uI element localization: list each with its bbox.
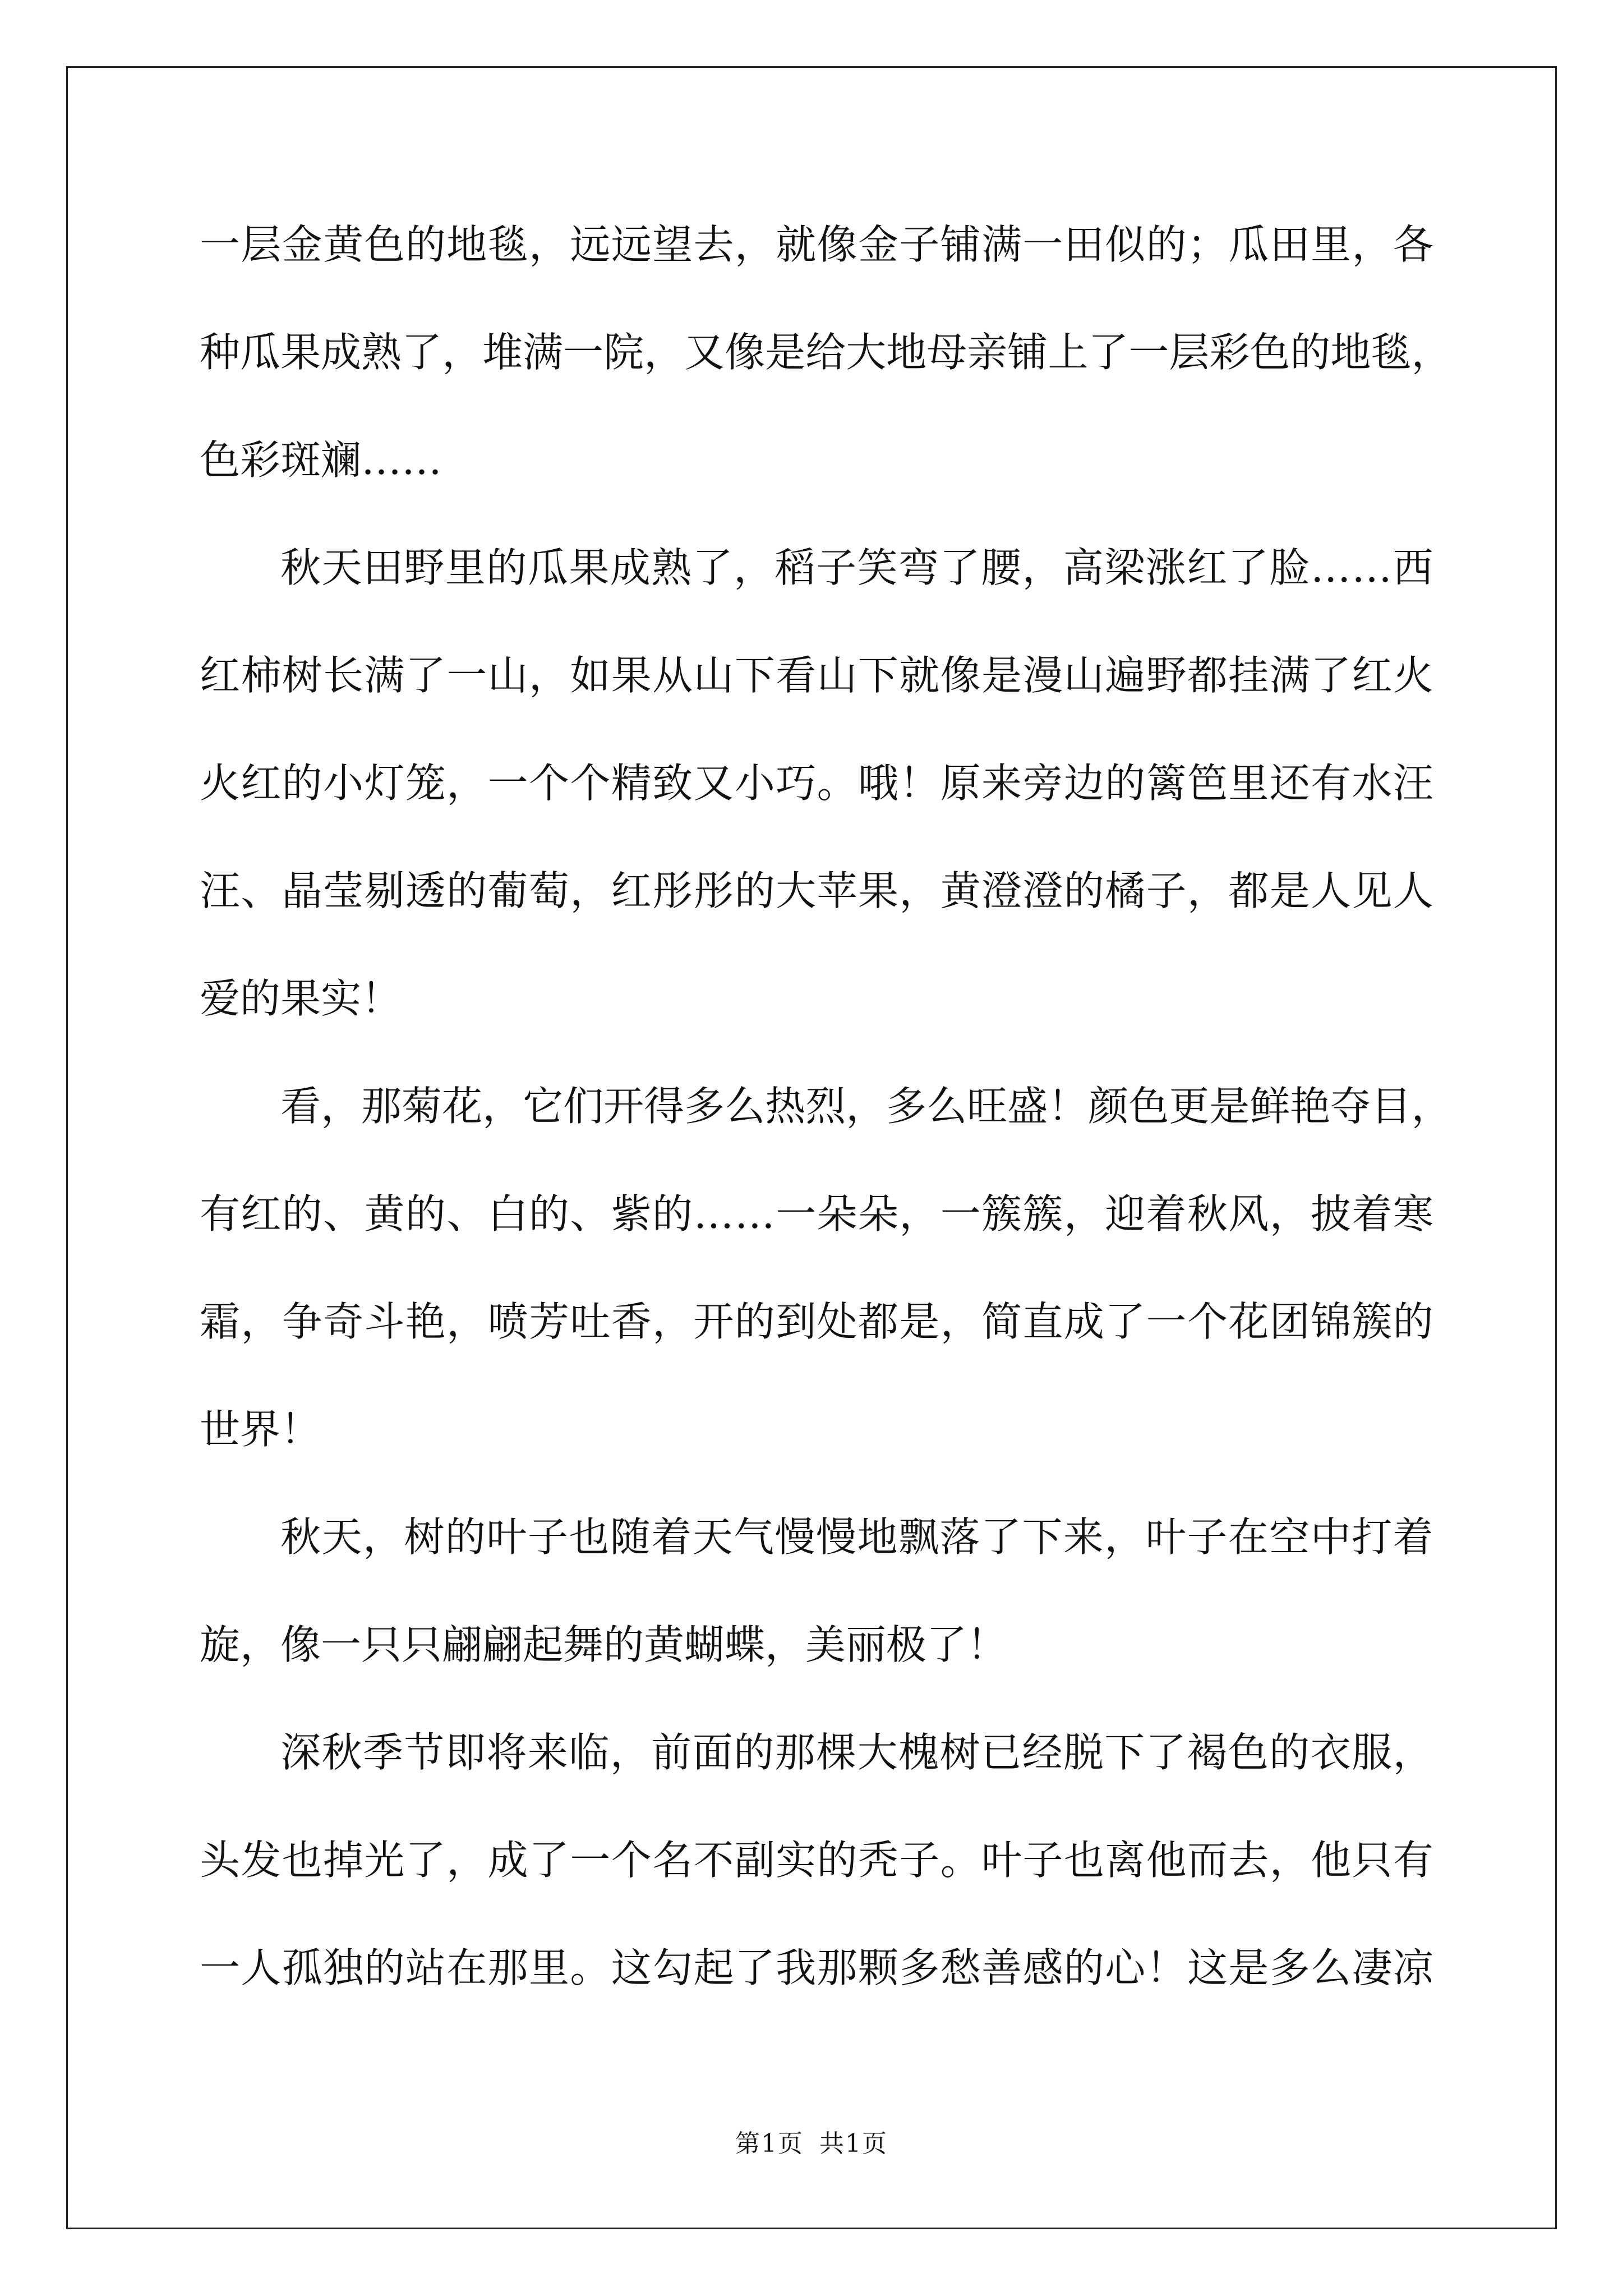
text-line: 种 瓜 果 成 熟 了 ， 堆 满 一 院 ， 又 像 是 给 大 地 母 亲 铺 上 了 一 层 彩 色 的 地 毯 ， [200, 329, 1452, 376]
text-line: 火 红 的 小 灯 笼 ， 一 个 个 精 致 又 小 巧 。 哦 ！ 原 来 旁 边 的 篱 笆 里 还 有 水 汪 [200, 760, 1433, 807]
text-line: 旋，像一只只翩翩起舞的黄蝴蝶，美丽极了！ [200, 1621, 1008, 1668]
page-total: 共1页 [819, 2129, 888, 2158]
text-line: 汪 、 晶 莹 剔 透 的 葡 萄 ， 红 彤 彤 的 大 苹 果 ， 黄 澄 澄 的 橘 子 ， 都 是 人 见 人 [200, 867, 1433, 914]
text-line: 一 层 金 黄 色 的 地 毯 ， 远 远 望 去 ， 就 像 金 子 铺 满 一 田 似 的 ； 瓜 田 里 ， 各 [200, 221, 1433, 268]
text-line: 红 柿 树 长 满 了 一 山 ， 如 果 从 山 下 看 山 下 就 像 是 漫 山 遍 野 都 挂 满 了 红 火 [200, 652, 1433, 699]
text-line: 有 红 的 、 黄 的 、 白 的 、 紫 的 … … 一 朵 朵 ， 一 簇 簇 ， 迎 着 秋 风 ， 披 着 寒 [200, 1190, 1433, 1237]
text-line: 深 秋 季 节 即 将 来 临 ， 前 面 的 那 棵 大 槐 树 已 经 脱 下 了 褐 色 的 衣 服 ， [280, 1729, 1433, 1776]
text-line: 世界！ [200, 1406, 321, 1453]
page-footer [0, 2129, 1623, 2158]
text-line: 看 ， 那 菊 花 ， 它 们 开 得 多 么 热 烈 ， 多 么 旺 盛 ！ 颜 色 更 是 鲜 艳 夺 目 ， [280, 1083, 1452, 1130]
text-line: 爱的果实！ [200, 975, 402, 1022]
text-line: 霜 ， 争 奇 斗 艳 ， 喷 芳 吐 香 ， 开 的 到 处 都 是 ， 简 直 成 了 一 个 花 团 锦 簇 的 [200, 1298, 1433, 1345]
text-line: 秋 天 ， 树 的 叶 子 也 随 着 天 气 慢 慢 地 飘 落 了 下 来 ， 叶 子 在 空 中 打 着 [280, 1513, 1433, 1561]
text-line: 秋 天 田 野 里 的 瓜 果 成 熟 了 ， 稻 子 笑 弯 了 腰 ， 高 梁 涨 红 了 脸 … … 西 [280, 544, 1433, 591]
document-body [200, 221, 1452, 2055]
text-line: 色彩斑斓…… [200, 436, 442, 484]
text-line: 一 人 孤 独 的 站 在 那 里 。 这 勾 起 了 我 那 颗 多 愁 善 感 的 心 ！ 这 是 多 么 凄 凉 [200, 1944, 1433, 1991]
text-line: 头 发 也 掉 光 了 ， 成 了 一 个 名 不 副 实 的 秃 子 。 叶 子 也 离 他 而 去 ， 他 只 有 [200, 1837, 1433, 1884]
page-number: 第1页 [735, 2129, 804, 2158]
